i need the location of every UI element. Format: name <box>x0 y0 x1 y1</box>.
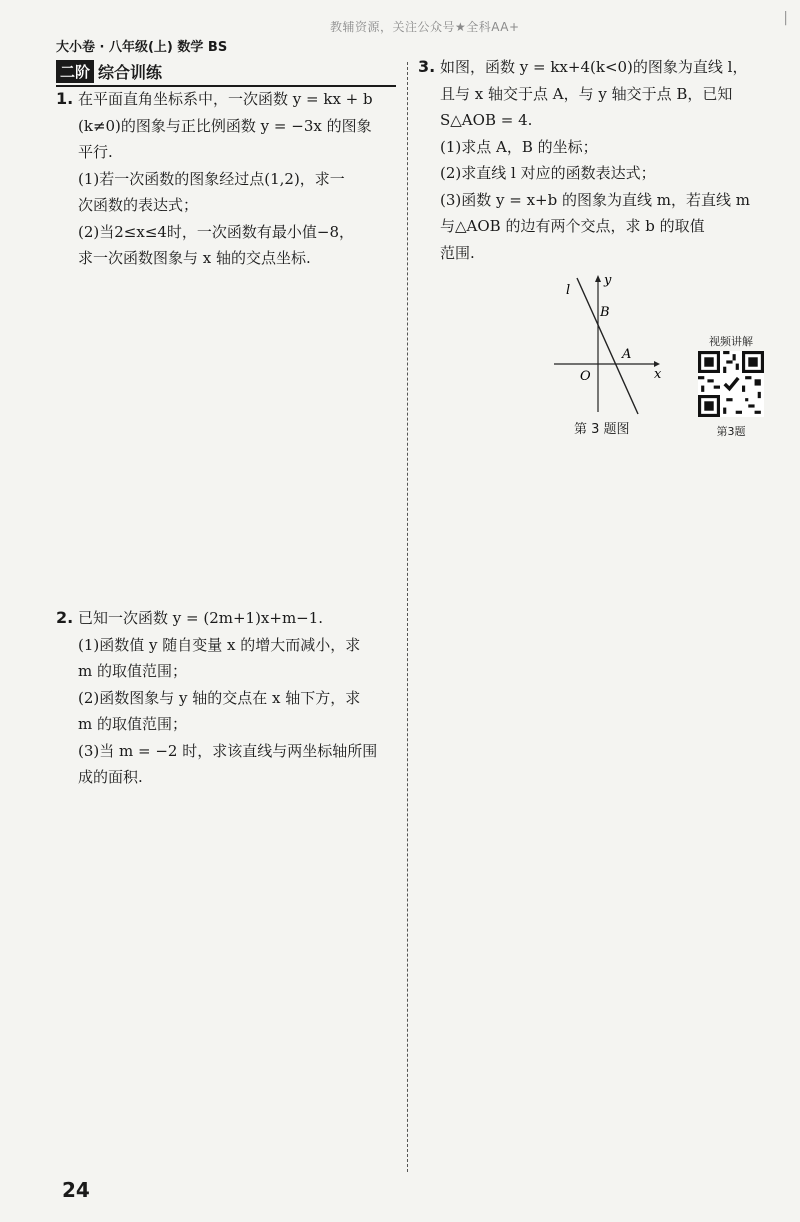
section-badge: 二阶 <box>56 60 94 83</box>
question-3 <box>418 54 770 266</box>
question-line: 平行. <box>78 143 113 161</box>
question-line: (1)函数值 y 随自变量 x 的增大而减小，求 <box>78 635 361 654</box>
question-line: 已知一次函数 y = (2m+1)x+m−1. <box>78 609 324 627</box>
question-line: 范围. <box>440 243 475 262</box>
question-line: (1)若一次函数的图象经过点(1,2)，求一 <box>78 169 345 188</box>
question-2 <box>56 605 396 791</box>
question-line: (3)当 m = −2 时，求该直线与两坐标轴所围 <box>78 741 378 760</box>
corner-mark: | <box>783 10 788 26</box>
page-number: 24 <box>62 1178 90 1202</box>
question-3-figure <box>550 272 670 422</box>
label-y: y <box>604 273 612 288</box>
question-line: 与△AOB 的边有两个交点，求 b 的取值 <box>440 217 705 235</box>
question-line: 在平面直角坐标系中，一次函数 y = kx + b <box>78 90 373 108</box>
question-line: m 的取值范围； <box>78 715 187 733</box>
question-line: S△AOB = 4. <box>440 111 533 129</box>
question-line: 求一次函数图象与 x 轴的交点坐标. <box>78 249 311 267</box>
question-line: (2)当2≤x≤4时，一次函数有最小值−8， <box>78 222 355 241</box>
figure-caption: 第 3 题图 <box>574 422 630 437</box>
question-1 <box>56 86 396 272</box>
qr-title: 视频讲解 <box>709 335 753 348</box>
question-number: 1. <box>56 89 74 108</box>
question-number: 2. <box>56 608 74 627</box>
question-line: (k≠0)的图象与正比例函数 y = −3x 的图象 <box>78 116 372 135</box>
label-O: O <box>580 369 591 384</box>
question-line: (2)求直线 l 对应的函数表达式； <box>440 164 656 182</box>
question-number: 3. <box>418 57 436 76</box>
question-line: (2)函数图象与 y 轴的交点在 x 轴下方，求 <box>78 688 361 707</box>
column-divider <box>407 62 408 1172</box>
question-line: 如图，函数 y = kx+4(k<0)的图象为直线 l， <box>440 58 748 76</box>
label-x: x <box>654 367 662 382</box>
question-line: (1)求点 A，B 的坐标； <box>440 137 598 156</box>
page-header: 大小卷 · 八年级(上) 数学 BS <box>56 40 228 55</box>
label-B: B <box>600 305 610 320</box>
section-title <box>56 60 396 87</box>
y-axis-arrow <box>595 275 601 282</box>
qr-block[interactable] <box>697 333 765 439</box>
question-line: 成的面积. <box>78 768 143 786</box>
question-line: m 的取值范围； <box>78 662 187 680</box>
line-l <box>577 278 638 414</box>
question-line: (3)函数 y = x+b 的图象为直线 m，若直线 m <box>440 190 750 209</box>
section-name: 综合训练 <box>98 63 163 82</box>
question-line: 且与 x 轴交于点 A，与 y 轴交于点 B，已知 <box>440 84 733 103</box>
label-A: A <box>622 347 632 362</box>
label-l: l <box>566 283 571 298</box>
qr-caption: 第3题 <box>716 425 746 438</box>
question-line: 次函数的表达式； <box>78 196 199 214</box>
qr-code-icon[interactable] <box>698 351 764 417</box>
watermark-text: 教辅资源，关注公众号★全科AA+ <box>330 20 520 34</box>
